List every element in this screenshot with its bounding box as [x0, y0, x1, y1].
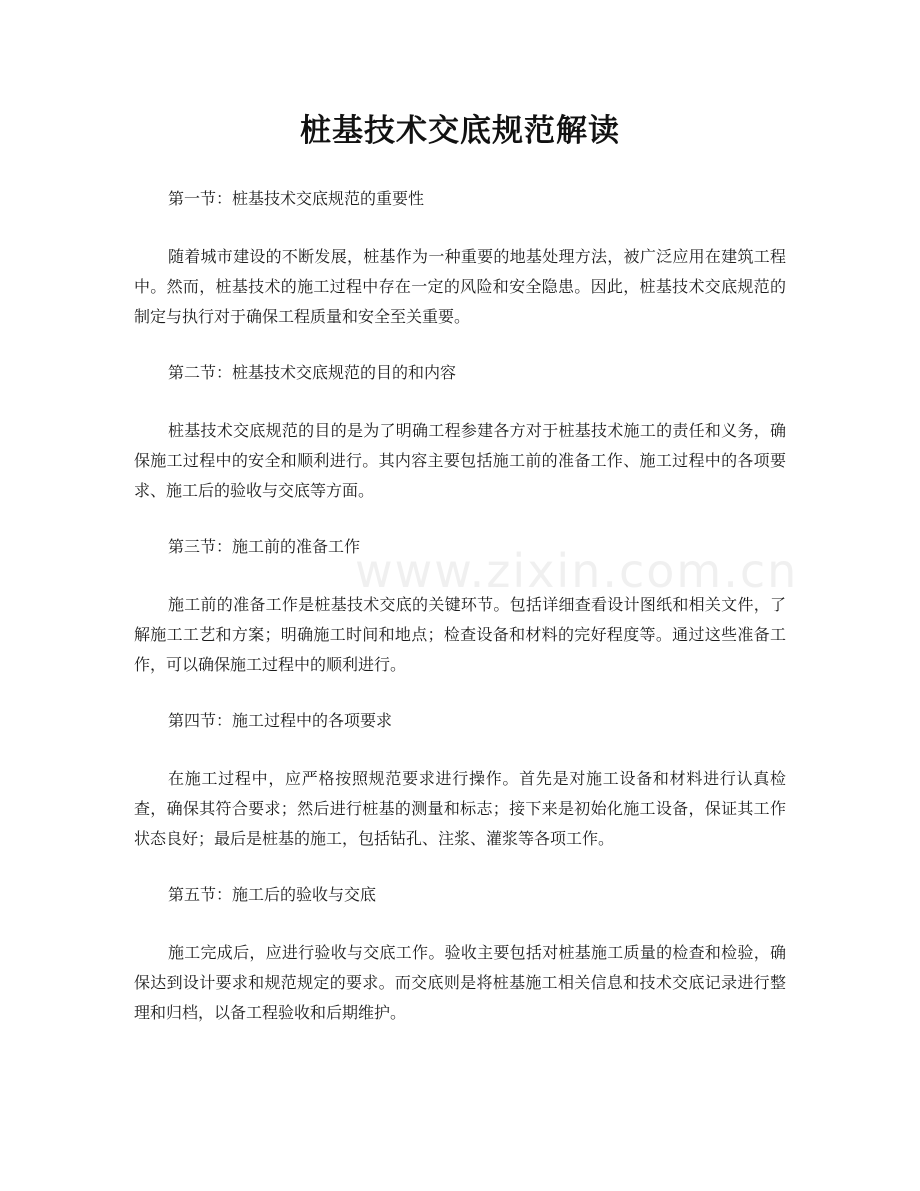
section-4-heading: 第四节：施工过程中的各项要求	[168, 711, 393, 730]
document-body	[134, 184, 786, 1028]
section-2-paragraph: 桩基技术交底规范的目的是为了明确工程参建各方对于桩基技术施工的责任和义务，确保施工过程中的安全和顺利进行。其内容主要包括施工前的准备工作、施工过程中的各项要求、施工后的验收与交底等方面。	[134, 421, 786, 500]
section-3-paragraph: 施工前的准备工作是桩基技术交底的关键环节。包括详细查看设计图纸和相关文件，了解施工工艺和方案；明确施工时间和地点；检查设备和材料的完好程度等。通过这些准备工作，可以确保施工过程中的顺利进行。	[134, 595, 786, 674]
watermark: www.zixin.com.cn	[355, 544, 799, 598]
section-2-heading: 第二节：桩基技术交底规范的目的和内容	[168, 363, 457, 382]
section-5-paragraph: 施工完成后，应进行验收与交底工作。验收主要包括对桩基施工质量的检查和检验，确保达到设计要求和规范规定的要求。而交底则是将桩基施工相关信息和技术交底记录进行整理和归档，以备工程验收和后期维护。	[134, 943, 786, 1022]
document-title: 桩基技术交底规范解读	[300, 113, 620, 149]
section-5-heading: 第五节：施工后的验收与交底	[168, 885, 377, 904]
section-4-paragraph: 在施工过程中，应严格按照规范要求进行操作。首先是对施工设备和材料进行认真检查，确保其符合要求；然后进行桩基的测量和标志；接下来是初始化施工设备，保证其工作状态良好；最后是桩基的施工，包括钻孔、注浆、灌浆等各项工作。	[134, 769, 786, 848]
section-1-paragraph: 随着城市建设的不断发展，桩基作为一种重要的地基处理方法，被广泛应用在建筑工程中。然而，桩基技术的施工过程中存在一定的风险和安全隐患。因此，桩基技术交底规范的制定与执行对于确保工程质量和安全至关重要。	[134, 247, 786, 326]
section-1-heading: 第一节：桩基技术交底规范的重要性	[168, 189, 425, 208]
section-3-heading: 第三节：施工前的准备工作	[168, 537, 361, 556]
